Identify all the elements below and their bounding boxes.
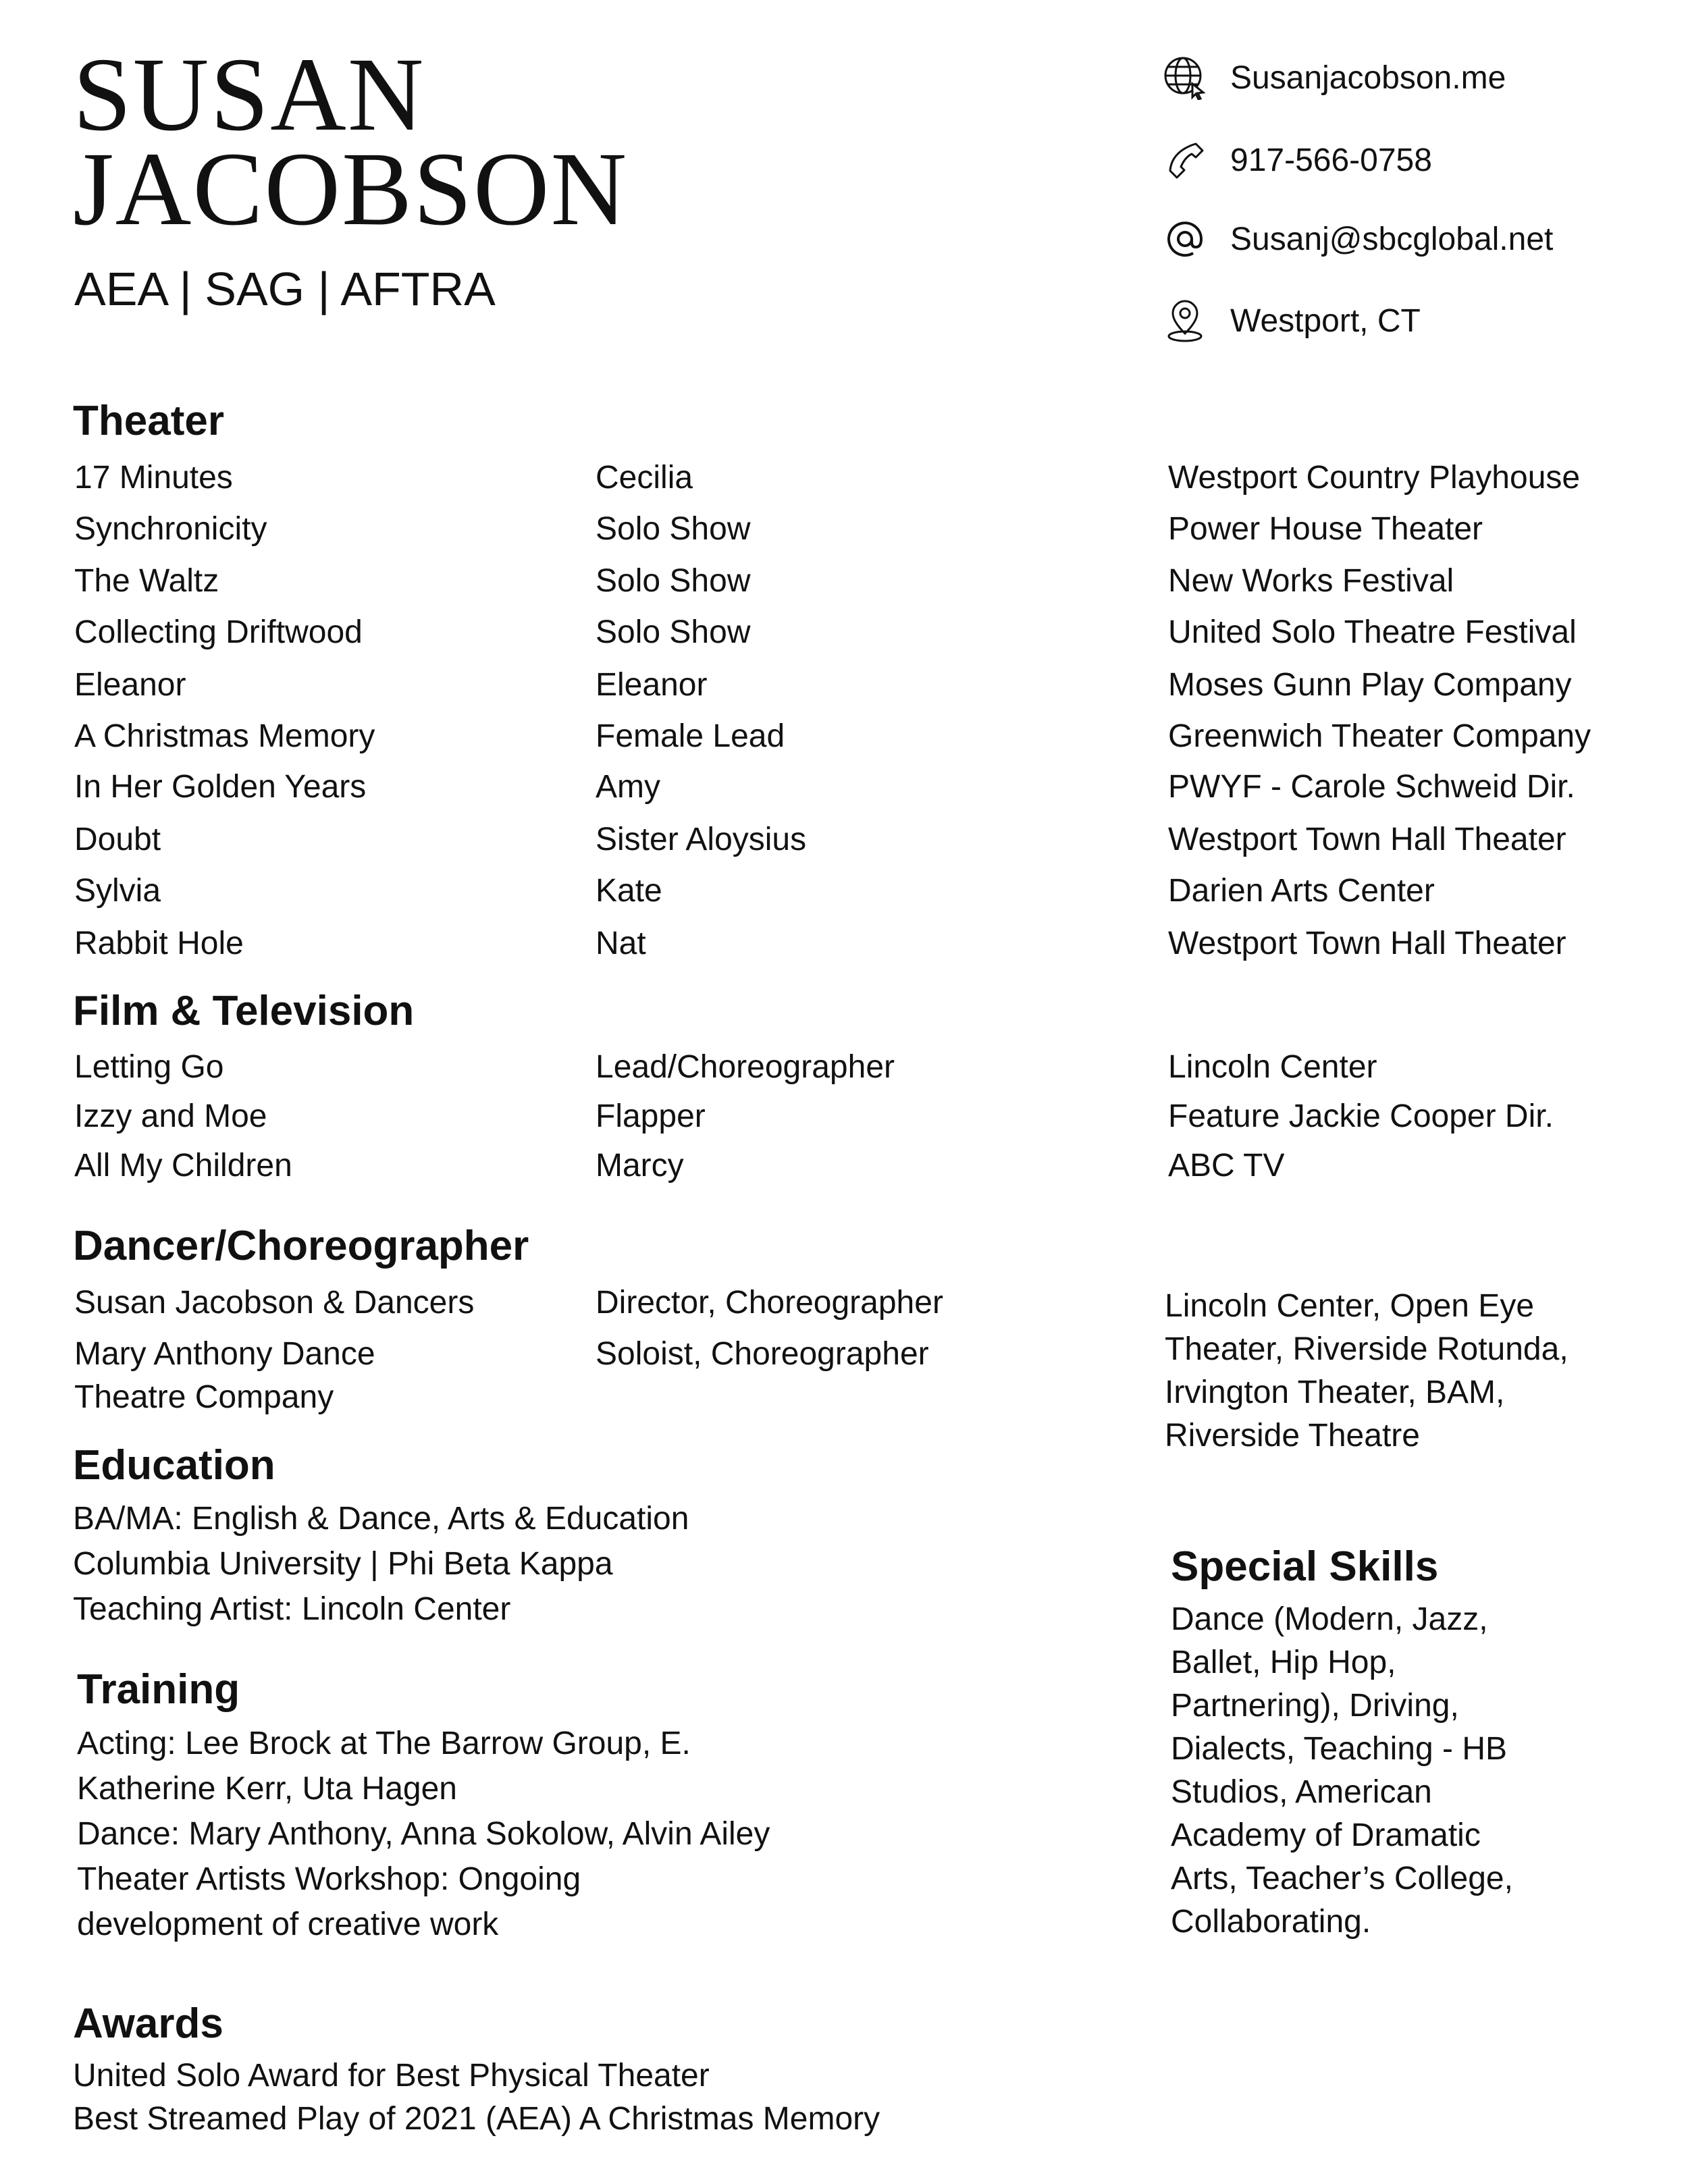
- film-venue: Lincoln Center: [1168, 1049, 1377, 1085]
- skills-line: Dance (Modern, Jazz,: [1171, 1601, 1488, 1637]
- theater-title: The Waltz: [74, 563, 219, 599]
- training-heading: Training: [77, 1666, 240, 1713]
- film-heading: Film & Television: [73, 988, 415, 1034]
- dance-venues: [1165, 1285, 1568, 1458]
- awards-line: Best Streamed Play of 2021 (AEA) A Christmas Memory: [73, 2101, 880, 2137]
- theater-venue: PWYF - Carole Schweid Dir.: [1168, 769, 1575, 805]
- contact-email[interactable]: [1161, 209, 1553, 269]
- dance-role: Director, Choreographer: [596, 1285, 943, 1321]
- skills-line: Ballet, Hip Hop,: [1171, 1645, 1396, 1680]
- email-address[interactable]: Susanj@sbcglobal.net: [1230, 221, 1554, 257]
- location-text: Westport, CT: [1230, 302, 1421, 339]
- training-lines: [77, 1721, 770, 1947]
- education-lines: [73, 1496, 689, 1632]
- skills-line: Dialects, Teaching - HB: [1171, 1731, 1507, 1767]
- theater-title: Sylvia: [74, 873, 161, 909]
- contact-location: [1161, 290, 1421, 351]
- dance-venues-line: Theater, Riverside Rotunda,: [1165, 1331, 1568, 1367]
- theater-venue: Westport Town Hall Theater: [1168, 926, 1566, 961]
- film-venue: ABC TV: [1168, 1148, 1285, 1183]
- theater-title: Doubt: [74, 822, 161, 857]
- theater-role: Solo Show: [596, 614, 751, 650]
- theater-title: In Her Golden Years: [74, 769, 367, 805]
- education-heading: Education: [73, 1442, 275, 1489]
- at-sign-icon: [1161, 215, 1209, 263]
- skills-line: Partnering), Driving,: [1171, 1688, 1459, 1724]
- skills-lines: [1171, 1598, 1513, 1944]
- education-line: BA/MA: English & Dance, Arts & Education: [73, 1501, 689, 1537]
- last-name: JACOBSON: [73, 130, 629, 247]
- theater-role: Kate: [596, 873, 662, 909]
- theater-role: Amy: [596, 769, 660, 805]
- education-line: Columbia University | Phi Beta Kappa: [73, 1546, 613, 1582]
- training-line: Katherine Kerr, Uta Hagen: [77, 1771, 457, 1807]
- theater-title: Rabbit Hole: [74, 926, 244, 961]
- theater-role: Eleanor: [596, 667, 708, 703]
- theater-role: Solo Show: [596, 563, 751, 599]
- contact-website[interactable]: [1161, 47, 1506, 108]
- theater-venue: Moses Gunn Play Company: [1168, 667, 1572, 703]
- theater-role: Female Lead: [596, 718, 785, 754]
- theater-title: 17 Minutes: [74, 460, 233, 496]
- dance-venues-line: Lincoln Center, Open Eye: [1165, 1288, 1535, 1324]
- globe-icon: [1161, 54, 1209, 101]
- awards-lines: [73, 2054, 880, 2141]
- theater-heading: Theater: [73, 398, 224, 444]
- dance-heading: Dancer/Choreographer: [73, 1223, 529, 1269]
- theater-title: Collecting Driftwood: [74, 614, 363, 650]
- theater-venue: United Solo Theatre Festival: [1168, 614, 1577, 650]
- film-venue: Feature Jackie Cooper Dir.: [1168, 1098, 1554, 1134]
- awards-heading: Awards: [73, 2000, 223, 2047]
- film-title: All My Children: [74, 1148, 292, 1183]
- first-name: SUSAN: [73, 36, 425, 153]
- skills-line: Academy of Dramatic: [1171, 1817, 1481, 1853]
- training-line: Theater Artists Workshop: Ongoing: [77, 1861, 581, 1897]
- map-pin-icon: [1161, 297, 1209, 344]
- training-line: development of creative work: [77, 1907, 499, 1942]
- skills-heading: Special Skills: [1171, 1543, 1439, 1590]
- theater-role: Solo Show: [596, 511, 751, 547]
- film-role: Marcy: [596, 1148, 684, 1183]
- theater-title: Eleanor: [74, 667, 186, 703]
- education-line: Teaching Artist: Lincoln Center: [73, 1591, 511, 1627]
- phone-icon: [1161, 136, 1209, 184]
- film-role: Flapper: [596, 1098, 706, 1134]
- theater-venue: Westport Country Playhouse: [1168, 460, 1581, 496]
- dance-company: Mary Anthony Dance: [74, 1336, 375, 1372]
- theater-title: A Christmas Memory: [74, 718, 375, 754]
- theater-venue: Power House Theater: [1168, 511, 1483, 547]
- theater-role: Cecilia: [596, 460, 693, 496]
- dance-company: Susan Jacobson & Dancers: [74, 1285, 475, 1321]
- theater-venue: Westport Town Hall Theater: [1168, 822, 1566, 857]
- theater-venue: New Works Festival: [1168, 563, 1454, 599]
- skills-line: Studios, American: [1171, 1774, 1432, 1810]
- skills-line: Collaborating.: [1171, 1904, 1371, 1940]
- unions: AEA | SAG | AFTRA: [74, 263, 496, 315]
- film-title: Letting Go: [74, 1049, 224, 1085]
- contact-phone[interactable]: [1161, 130, 1432, 190]
- theater-title: Synchronicity: [74, 511, 267, 547]
- theater-role: Sister Aloysius: [596, 822, 807, 857]
- dance-venues-line: Riverside Theatre: [1165, 1418, 1420, 1454]
- training-line: Acting: Lee Brock at The Barrow Group, E.: [77, 1726, 691, 1761]
- dance-venues-line: Irvington Theater, BAM,: [1165, 1375, 1505, 1410]
- dance-role: Soloist, Choreographer: [596, 1336, 929, 1372]
- theater-venue: Darien Arts Center: [1168, 873, 1435, 909]
- phone-number[interactable]: 917-566-0758: [1230, 142, 1432, 178]
- training-line: Dance: Mary Anthony, Anna Sokolow, Alvin Ailey: [77, 1816, 770, 1852]
- theater-role: Nat: [596, 926, 646, 961]
- dance-company: Theatre Company: [74, 1379, 334, 1415]
- theater-venue: Greenwich Theater Company: [1168, 718, 1591, 754]
- website-link[interactable]: Susanjacobson.me: [1230, 59, 1506, 96]
- film-role: Lead/Choreographer: [596, 1049, 895, 1085]
- skills-line: Arts, Teacher’s College,: [1171, 1861, 1513, 1896]
- awards-line: United Solo Award for Best Physical Theater: [73, 2058, 710, 2094]
- film-title: Izzy and Moe: [74, 1098, 267, 1134]
